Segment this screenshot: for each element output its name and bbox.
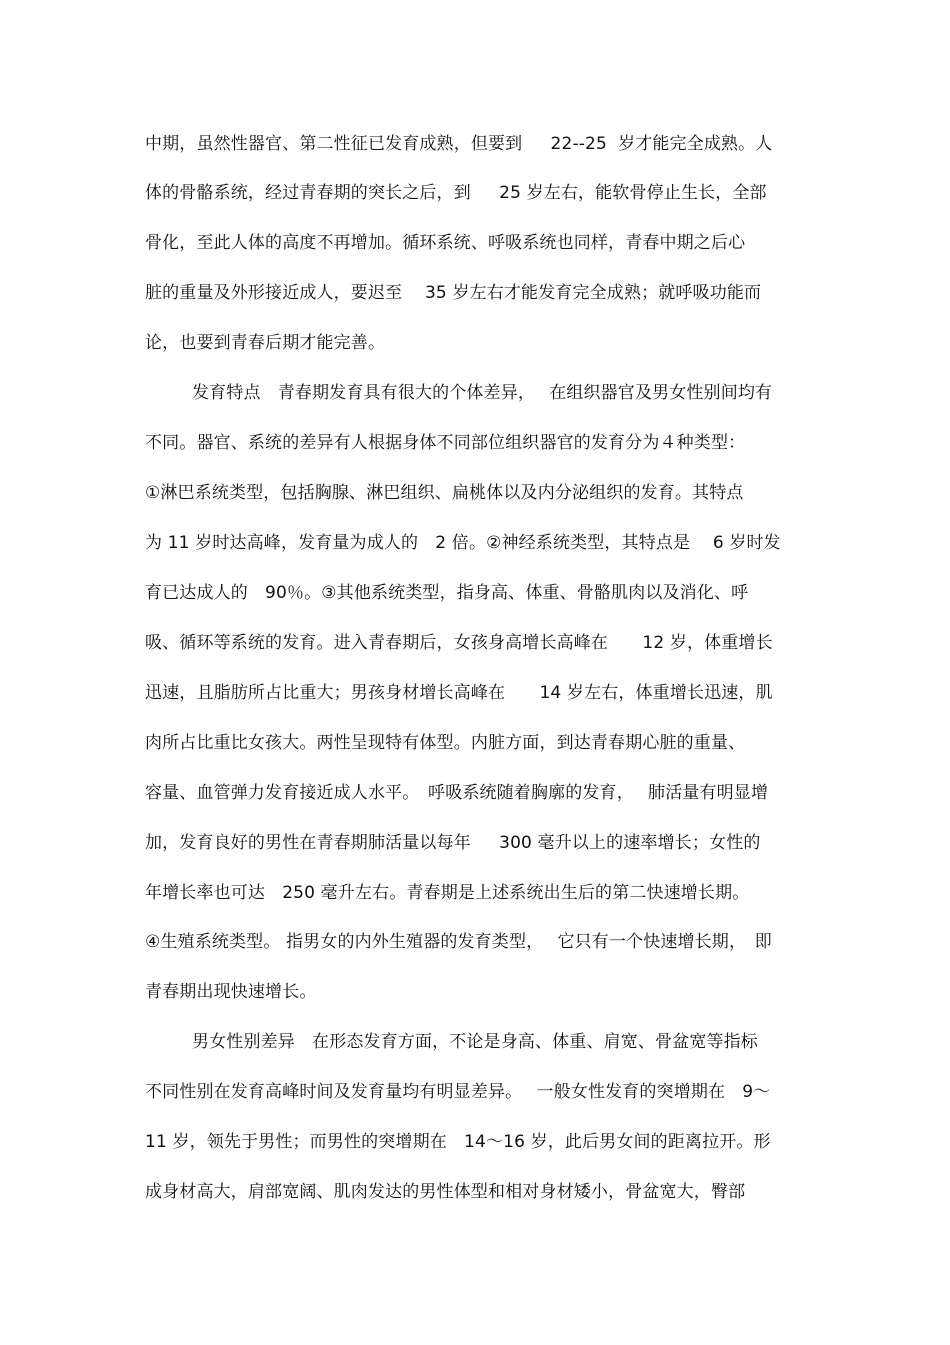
text-line: 青春期出现快速增长。 [145, 982, 317, 1002]
text-line: 体的骨骼系统，经过青春期的突长之后，到 25 岁左右，能软骨停止生长，全部 [145, 183, 767, 203]
text-line: 肉所占比重比女孩大。两性呈现特有体型。内脏方面，到达青春期心脏的重量、 [145, 733, 746, 753]
text-line: 11 岁，领先于男性；而男性的突增期在 14～16 岁，此后男女间的距离拉开。形 [145, 1132, 771, 1152]
text-line: 不同性别在发育高峰时间及发育量均有明显差异。 一般女性发育的突增期在 9～ [145, 1082, 771, 1102]
text-line: 成身材高大，肩部宽阔、肌肉发达的男性体型和相对身材矮小，骨盆宽大，臀部 [145, 1182, 746, 1202]
text-line: 脏的重量及外形接近成人，要迟至 35 岁左右才能发育完全成熟；就呼吸功能而 [145, 283, 762, 303]
text-line: ④生殖系统类型。 指男女的内外生殖器的发育类型， 它只有一个快速增长期， 即 [145, 932, 772, 952]
text-line: 不同。器官、系统的差异有人根据身体不同部位组织器官的发育分为４种类型： [145, 433, 746, 453]
text-line: 迅速，且脂肪所占比重大；男孩身材增长高峰在 14 岁左右，体重增长迅速，肌 [145, 683, 773, 703]
text-line: 育已达成人的 90％。③其他系统类型，指身高、体重、骨骼肌肉以及消化、呼 [145, 583, 749, 603]
text-line: 加，发育良好的男性在青春期肺活量以每年 300 毫升以上的速率增长；女性的 [145, 833, 761, 853]
text-line: 年增长率也可达 250 毫升左右。青春期是上述系统出生后的第二快速增长期。 [145, 883, 750, 903]
text-line: 论，也要到青春后期才能完善。 [145, 333, 386, 353]
text-line: 骨化，至此人体的高度不再增加。循环系统、呼吸系统也同样，青春中期之后心 [145, 233, 746, 253]
paragraph-start-line: 男女性别差异 在形态发育方面，不论是身高、体重、肩宽、骨盆宽等指标 [192, 1032, 758, 1052]
text-line: 中期，虽然性器官、第二性征已发育成熟，但要到 22--25 岁才能完全成熟。人 [145, 134, 773, 154]
text-line: 容量、血管弹力发育接近成人水平。 呼吸系统随着胸廓的发育， 肺活量有明显增 [145, 783, 769, 803]
paragraph-start-line: 发育特点 青春期发育具有很大的个体差异， 在组织器官及男女性别间均有 [192, 383, 773, 403]
text-line: 吸、循环等系统的发育。进入青春期后，女孩身高增长高峰在 12 岁，体重增长 [145, 633, 773, 653]
text-line: ①淋巴系统类型，包括胸腺、淋巴组织、扁桃体以及内分泌组织的发育。其特点 [145, 483, 744, 503]
text-line: 为 11 岁时达高峰，发育量为成人的 2 倍。②神经系统类型，其特点是 6 岁时发 [145, 533, 781, 553]
